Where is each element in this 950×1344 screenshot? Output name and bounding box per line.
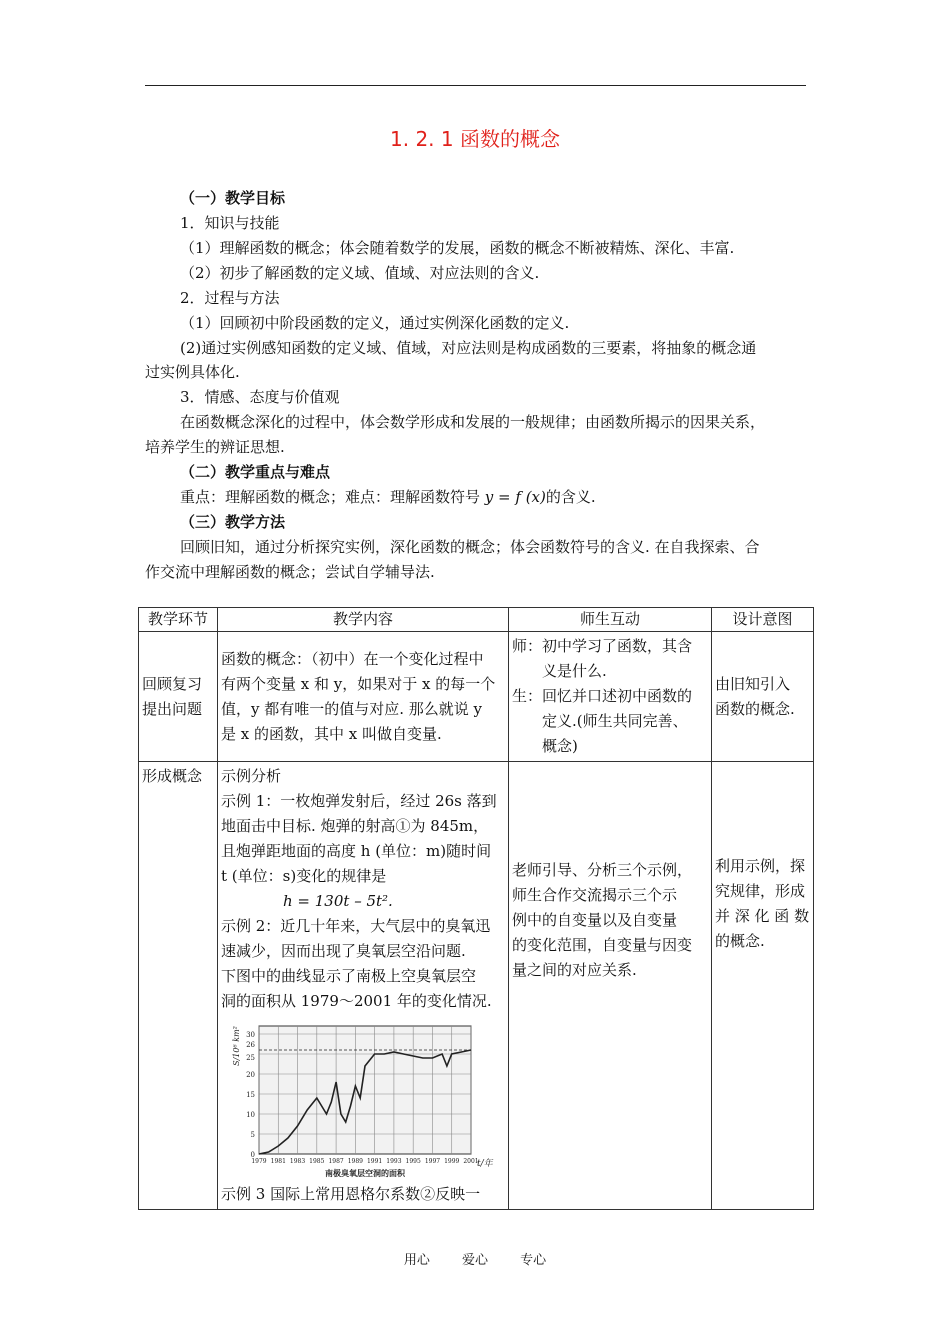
paragraph: (2)通过实例感知函数的定义域、值域，对应法则是构成函数的三要素，将抽象的概念通 xyxy=(180,339,757,357)
content-line: 速减少，因而出现了臭氧层空沿问题. xyxy=(221,942,466,960)
interaction-line: 师生合作交流揭示三个示 xyxy=(512,886,678,904)
paragraph: 过实例具体化. xyxy=(145,363,240,381)
footer-text: 专心 xyxy=(520,1253,547,1268)
interaction-line: 义是什么. xyxy=(542,662,607,680)
x-tick-label: 1989 xyxy=(347,1158,364,1165)
y-tick-label: 26 xyxy=(246,1041,255,1049)
table-header: 师生互动 xyxy=(509,608,712,632)
stage-label: 回顾复习 xyxy=(142,674,203,693)
content-line: 示例 1：一枚炮弹发射后，经过 26s 落到 xyxy=(221,792,497,810)
subheading-process: 2．过程与方法 xyxy=(180,289,280,307)
intent-cell xyxy=(712,632,814,762)
interaction-cell xyxy=(509,632,712,762)
interaction-line: 老师引导、分析三个示例， xyxy=(512,861,693,879)
paragraph: 在函数概念深化的过程中，体会数学形成和发展的一般规律；由函数所揭示的因果关系， xyxy=(180,413,766,431)
content-line: 是 x 的函数，其中 x 叫做自变量. xyxy=(221,724,442,743)
x-tick-label: 1985 xyxy=(309,1158,325,1165)
content-line: 下图中的曲线显示了南极上空臭氧层空 xyxy=(221,967,477,985)
content-line: 示例 2：近几十年来，大气层中的臭氧迅 xyxy=(221,917,491,935)
table-header: 教学环节 xyxy=(139,608,218,632)
content-line: 且炮弹距地面的高度 h (单位：m)随时间 xyxy=(221,842,492,860)
section-heading-method: （三）教学方法 xyxy=(180,513,286,531)
content-line: 地面击中目标. 炮弹的射高①为 845m， xyxy=(221,817,489,835)
interaction-line: 生：回忆并口述初中函数的 xyxy=(512,687,693,705)
intent-line: 函数的概念. xyxy=(715,699,795,718)
focus-text-end: 的含义. xyxy=(545,488,596,506)
ozone-chart xyxy=(221,1014,505,1182)
table-header: 设计意图 xyxy=(712,608,814,632)
intent-line: 的概念. xyxy=(715,932,765,950)
stage-label: 形成概念 xyxy=(142,767,203,785)
page-footer xyxy=(0,1249,950,1268)
page-title: 1. 2. 1 函数的概念 xyxy=(390,127,560,151)
section-heading-focus: （二）教学重点与难点 xyxy=(180,463,331,481)
content-line: 函数的概念：（初中）在一个变化过程中 xyxy=(221,649,484,668)
interaction-line: 概念) xyxy=(542,737,578,755)
x-tick-label: 1993 xyxy=(386,1158,402,1165)
interaction-line: 例中的自变量以及自变量 xyxy=(512,911,678,929)
x-tick-label: 1983 xyxy=(289,1158,306,1165)
intent-line: 利用示例，探 xyxy=(715,857,806,875)
paragraph: 作交流中理解函数的概念；尝试自学辅导法. xyxy=(145,563,435,581)
interaction-cell xyxy=(509,762,712,1210)
y-tick-label: 30 xyxy=(246,1031,255,1039)
y-tick-label: 10 xyxy=(246,1111,255,1119)
x-tick-label: 1981 xyxy=(270,1158,286,1165)
table-header-row xyxy=(139,608,814,632)
content-cell xyxy=(218,632,509,762)
paragraph: （1）理解函数的概念；体会随着数学的发展，函数的概念不断被精炼、深化、丰富. xyxy=(180,239,735,257)
x-tick-label: 1987 xyxy=(328,1158,344,1165)
content-line: 有两个变量 x 和 y，如果对于 x 的每一个 xyxy=(221,674,496,693)
x-tick-label: 1995 xyxy=(405,1158,421,1165)
footer-text: 爱心 xyxy=(461,1253,488,1268)
x-tick-label: 1979 xyxy=(251,1158,267,1165)
intent-line: 由旧知引入 xyxy=(715,674,791,693)
paragraph: （1）回顾初中阶段函数的定义，通过实例深化函数的定义. xyxy=(180,314,570,332)
table-header: 教学内容 xyxy=(218,608,509,632)
y-tick-label: 20 xyxy=(246,1071,255,1079)
footer-text: 用心 xyxy=(403,1253,430,1268)
x-tick-label: 1999 xyxy=(444,1158,460,1165)
intent-cell xyxy=(712,762,814,1210)
interaction-line: 师：初中学习了函数，其含 xyxy=(512,637,693,655)
content-line: 示例 3 国际上常用恩格尔系数②反映一 xyxy=(221,1185,481,1203)
subheading-knowledge: 1．知识与技能 xyxy=(180,214,280,232)
focus-text: 重点：理解函数的概念；难点：理解函数符号 xyxy=(180,488,481,506)
y-tick-label: 0 xyxy=(250,1151,255,1159)
x-tick-label: 2001 xyxy=(463,1158,479,1165)
y-tick-label: 5 xyxy=(250,1131,255,1139)
content-cell xyxy=(218,762,509,1210)
x-tick-label: 1997 xyxy=(424,1158,441,1165)
y-axis-label: S/10⁶ km² xyxy=(232,1026,241,1066)
subheading-emotion: 3．情感、态度与价值观 xyxy=(180,388,340,406)
y-tick-label: 25 xyxy=(246,1054,255,1062)
lesson-plan-table xyxy=(138,607,814,1210)
x-tick-label: 1991 xyxy=(366,1158,383,1165)
y-tick-label: 15 xyxy=(246,1091,255,1099)
paragraph: 培养学生的辨证思想. xyxy=(145,438,285,456)
x-axis-label: t/年 xyxy=(477,1159,493,1169)
interaction-line: 的变化范围，自变量与因变 xyxy=(512,936,693,954)
table-row xyxy=(139,762,814,1210)
content-line: 洞的面积从 1979～2001 年的变化情况. xyxy=(221,992,492,1010)
table-row xyxy=(139,632,814,762)
content-line: 示例分析 xyxy=(221,767,282,785)
paragraph: 回顾旧知，通过分析探究实例，深化函数的概念；体会函数符号的含义. 在自我探索、合 xyxy=(180,538,760,556)
stage-cell xyxy=(139,762,218,1210)
function-notation: y = f (x) xyxy=(484,488,546,506)
interaction-line: 量之间的对应关系. xyxy=(512,961,637,979)
intent-line: 并 深 化 函 数 xyxy=(715,907,810,925)
stage-label: 提出问题 xyxy=(142,699,203,718)
content-line: t (单位：s)变化的规律是 xyxy=(221,867,387,885)
intent-line: 究规律，形成 xyxy=(715,882,806,900)
interaction-line: 定义.(师生共同完善、 xyxy=(542,712,688,730)
content-line: 值，y 都有唯一的值与对应. 那么就说 y xyxy=(221,699,483,718)
stage-cell xyxy=(139,632,218,762)
formula-line: h = 130t – 5t². xyxy=(283,892,393,910)
paragraph: （2）初步了解函数的定义域、值域、对应法则的含义. xyxy=(180,264,540,282)
paragraph xyxy=(180,487,596,507)
header-rule xyxy=(145,85,806,86)
chart-title: 南极臭氧层空洞的面积 xyxy=(325,1169,405,1178)
section-heading-objectives: （一）教学目标 xyxy=(180,189,286,207)
